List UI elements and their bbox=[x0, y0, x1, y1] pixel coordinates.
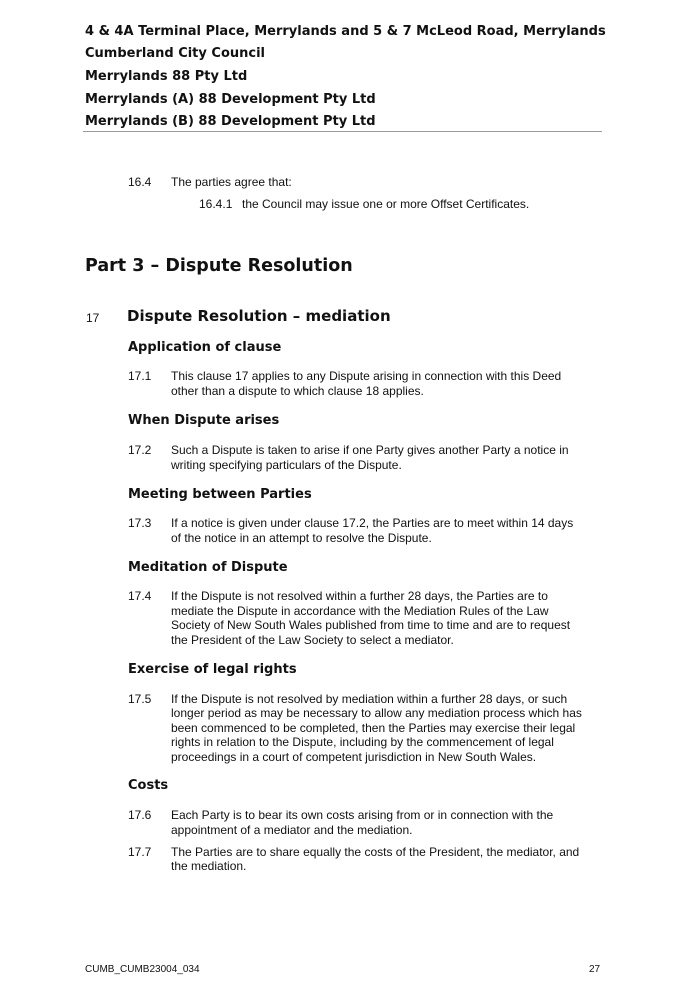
clause-17-5-line: proceedings in a court of competent jurisdiction in New South Wales. bbox=[171, 750, 537, 764]
clause-17-7-number: 17.7 bbox=[128, 845, 152, 859]
clause-17-3-number: 17.3 bbox=[128, 516, 152, 530]
page-number: 27 bbox=[589, 964, 601, 975]
clause-17-4-line: mediate the Dispute in accordance with the Mediation Rules of the Law bbox=[171, 604, 549, 618]
clause-17-3-line: If a notice is given under clause 17.2, the Parties are to meet within 14 days bbox=[171, 516, 574, 530]
clause-17-5-line: longer period as may be necessary to allow any mediation process which has bbox=[171, 706, 582, 720]
header-line-council: Cumberland City Council bbox=[85, 46, 266, 61]
clause-17-2-line: Such a Dispute is taken to arise if one Party gives another Party a notice in bbox=[171, 443, 569, 457]
clause-16-4-number: 16.4 bbox=[128, 175, 152, 189]
clause-17-2-number: 17.2 bbox=[128, 443, 152, 457]
heading-meditation-of-dispute: Meditation of Dispute bbox=[128, 560, 288, 575]
clause-17-title: Dispute Resolution – mediation bbox=[127, 307, 391, 325]
header-divider bbox=[83, 131, 602, 132]
clause-17-7-line: The Parties are to share equally the costs of the President, the mediator, and bbox=[171, 845, 580, 859]
heading-meeting-between-parties: Meeting between Parties bbox=[128, 487, 312, 502]
clause-17-5-line: rights in relation to the Dispute, including by the commencement of legal bbox=[171, 735, 554, 749]
clause-17-4-number: 17.4 bbox=[128, 589, 152, 603]
footer-document-id: CUMB_CUMB23004_034 bbox=[85, 964, 200, 975]
heading-exercise-of-legal-rights: Exercise of legal rights bbox=[128, 662, 297, 677]
clause-17-1-line: other than a dispute to which clause 18 applies. bbox=[171, 384, 424, 398]
header-line-property: 4 & 4A Terminal Place, Merrylands and 5 & 7 McLeod Road, Merrylands bbox=[85, 24, 606, 39]
clause-17-4-line: the President of the Law Society to select a mediator. bbox=[171, 633, 454, 647]
clause-16-4-text: The parties agree that: bbox=[171, 175, 292, 189]
clause-17-7-line: the mediation. bbox=[171, 859, 247, 873]
header-line-party-3: Merrylands (B) 88 Development Pty Ltd bbox=[85, 114, 376, 129]
header-line-party-2: Merrylands (A) 88 Development Pty Ltd bbox=[85, 92, 376, 107]
clause-17-6-line: Each Party is to bear its own costs arising from or in connection with the bbox=[171, 808, 554, 822]
heading-application-of-clause: Application of clause bbox=[128, 340, 282, 355]
clause-16-4-1-text: the Council may issue one or more Offset Certificates. bbox=[242, 197, 530, 211]
clause-17-3-line: of the notice in an attempt to resolve the Dispute. bbox=[171, 531, 432, 545]
heading-costs: Costs bbox=[128, 778, 169, 793]
header-line-party-1: Merrylands 88 Pty Ltd bbox=[85, 69, 248, 84]
clause-17-number: 17 bbox=[86, 311, 100, 325]
heading-when-dispute-arises: When Dispute arises bbox=[128, 413, 280, 428]
clause-17-4-line: If the Dispute is not resolved within a further 28 days, the Parties are to bbox=[171, 589, 548, 603]
clause-17-2-line: writing specifying particulars of the Dispute. bbox=[171, 458, 402, 472]
clause-17-1-number: 17.1 bbox=[128, 369, 152, 383]
clause-17-5-number: 17.5 bbox=[128, 692, 152, 706]
clause-16-4-1-number: 16.4.1 bbox=[199, 197, 233, 211]
clause-17-5-line: been commenced to be completed, then the Parties may exercise their legal bbox=[171, 721, 576, 735]
part-heading: Part 3 – Dispute Resolution bbox=[85, 256, 353, 276]
clause-17-1-line: This clause 17 applies to any Dispute arising in connection with this Deed bbox=[171, 369, 562, 383]
clause-17-6-number: 17.6 bbox=[128, 808, 152, 822]
clause-17-6-line: appointment of a mediator and the mediation. bbox=[171, 823, 413, 837]
clause-17-4-line: Society of New South Wales published from time to time and are to request bbox=[171, 618, 571, 632]
clause-17-5-line: If the Dispute is not resolved by mediation within a further 28 days, or such bbox=[171, 692, 568, 706]
